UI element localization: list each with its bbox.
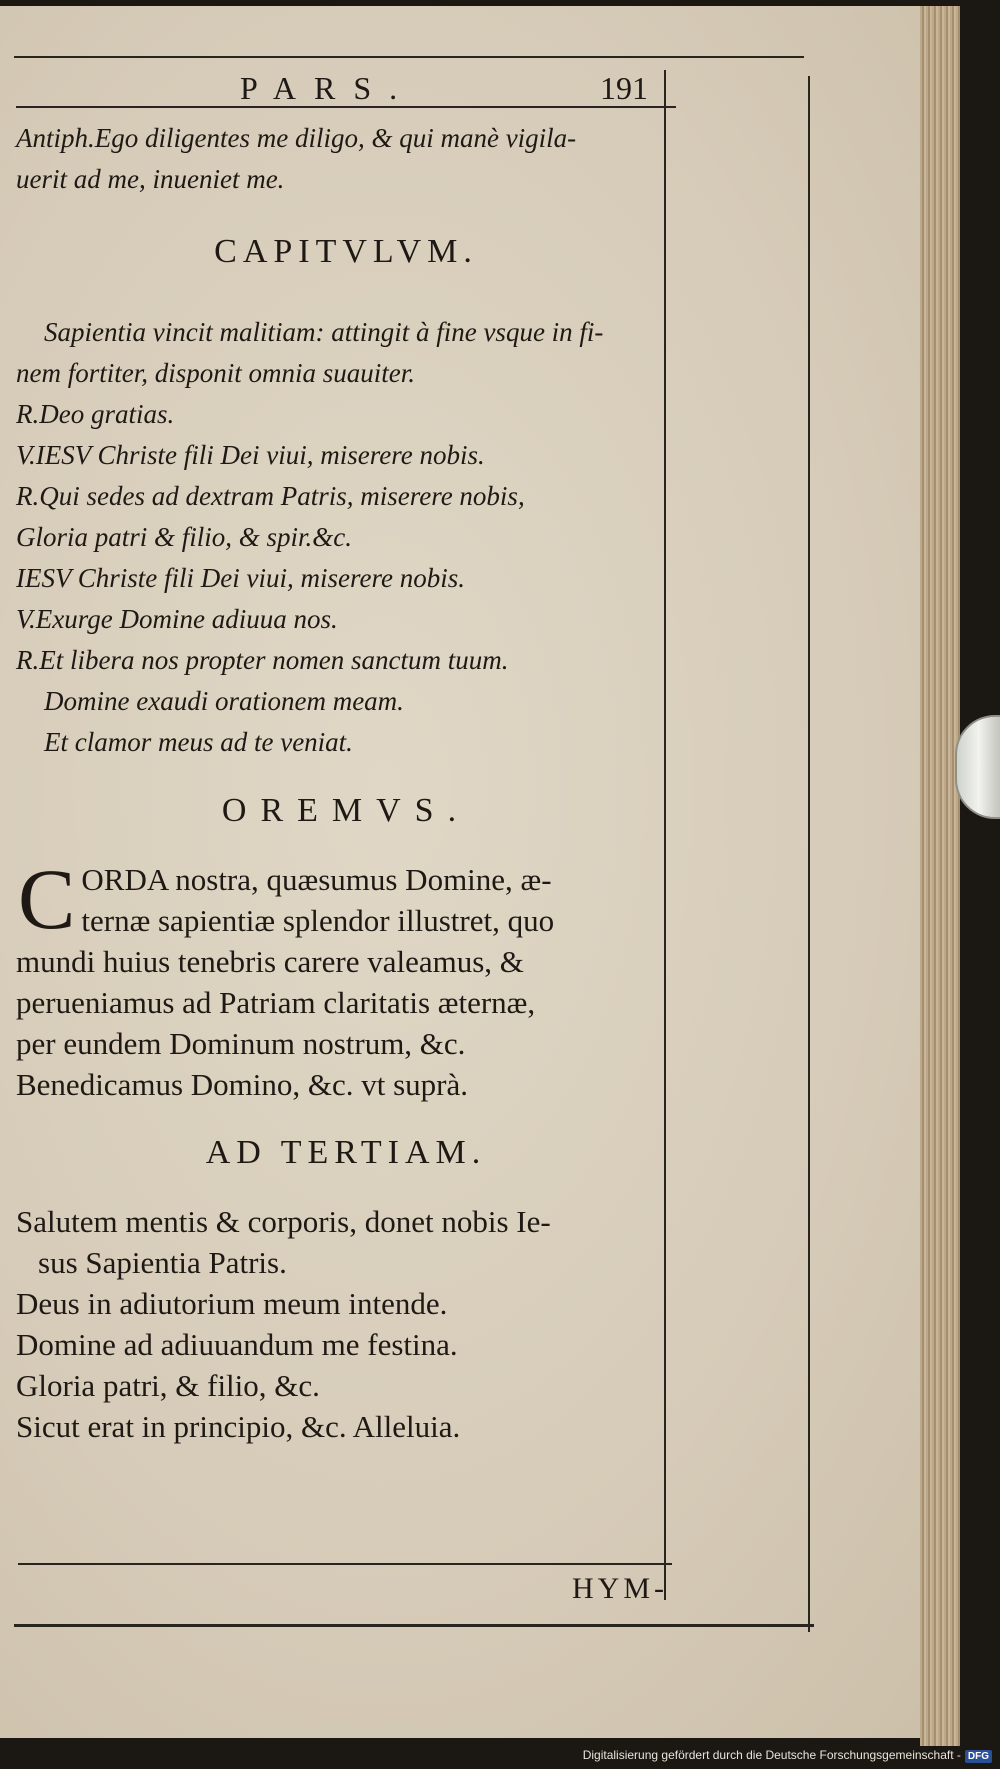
running-header [16, 58, 676, 108]
response-line: R.Deo gratias. [16, 399, 175, 429]
dfg-logo: DFG [965, 1750, 992, 1763]
running-title: PARS. [240, 70, 416, 106]
tertiam-line: Gloria patri, & filio, &c. [16, 1368, 320, 1403]
oremus-heading: OREMVS. [221, 792, 471, 829]
credit-text: Digitalisierung gefördert durch die Deutsche Forschungsgemeinschaft - [582, 1748, 961, 1762]
tertiam-line: Salutem mentis & corporis, donet nobis Ie- [16, 1204, 551, 1239]
ad-tertiam-heading: AD TERTIAM. [205, 1134, 487, 1171]
antiphon-line-1: Antiph.Ego diligentes me diligo, & qui manè vigila- [16, 123, 577, 153]
versicle-line: Et clamor meus ad te veniat. [44, 727, 353, 757]
response-line: Gloria patri & filio, & spir.&c. [16, 522, 353, 552]
prayer-line: Benedicamus Domino, &c. vt suprà. [16, 1067, 468, 1102]
column-rule-bottom [18, 1563, 672, 1565]
versicle-line: Domine exaudi orationem meam. [44, 686, 404, 716]
tertiam-line: Domine ad adiuuandum me festina. [16, 1327, 458, 1362]
capitulum-line-1: Sapientia vincit malitiam: attingit à fine vsque in fi- [44, 317, 604, 347]
prayer-line: mundi huius tenebris carere valeamus, & [16, 944, 524, 979]
capitulum-line-2: nem fortiter, disponit omnia suauiter. [16, 358, 416, 388]
response-line: R.Et libera nos propter nomen sanctum tuum. [16, 645, 509, 675]
response-line: R.Qui sedes ad dextram Patris, miserere nobis, [16, 481, 525, 511]
drop-capital: C [18, 851, 76, 947]
response-line: IESV Christe fili Dei viui, miserere nobis. [16, 563, 465, 593]
frame-rule-right [808, 76, 810, 1632]
oremus-prayer [16, 851, 676, 1105]
prayer-line: ternæ sapientiæ splendor illustret, quo [81, 903, 555, 938]
catchword: HYM- [572, 1572, 668, 1605]
page-edges [920, 6, 960, 1746]
prayer-line: per eundem Dominum nostrum, &c. [16, 1026, 466, 1061]
tertiam-line: Deus in adiutorium meum intende. [16, 1286, 448, 1321]
tertiam-line: Sicut erat in principio, &c. Alleluia. [16, 1409, 461, 1444]
text-column [16, 58, 676, 1447]
prayer-line: ORDA nostra, quæsumus Domine, æ- [81, 862, 552, 897]
digitization-credit [583, 1748, 992, 1763]
page-number: 191 [600, 70, 648, 106]
frame-rule-bottom [14, 1624, 814, 1627]
prayer-line: perueniamus ad Patriam claritatis æternæ, [16, 985, 536, 1020]
antiphon-line-2: uerit ad me, inueniet me. [16, 164, 285, 194]
book-clasp [955, 715, 1000, 819]
capitulum-heading: CAPITVLVM. [214, 233, 478, 270]
response-line: V.IESV Christe fili Dei viui, miserere nobis. [16, 440, 485, 470]
tertiam-line: sus Sapientia Patris. [38, 1245, 287, 1280]
response-line: V.Exurge Domine adiuua nos. [16, 604, 338, 634]
